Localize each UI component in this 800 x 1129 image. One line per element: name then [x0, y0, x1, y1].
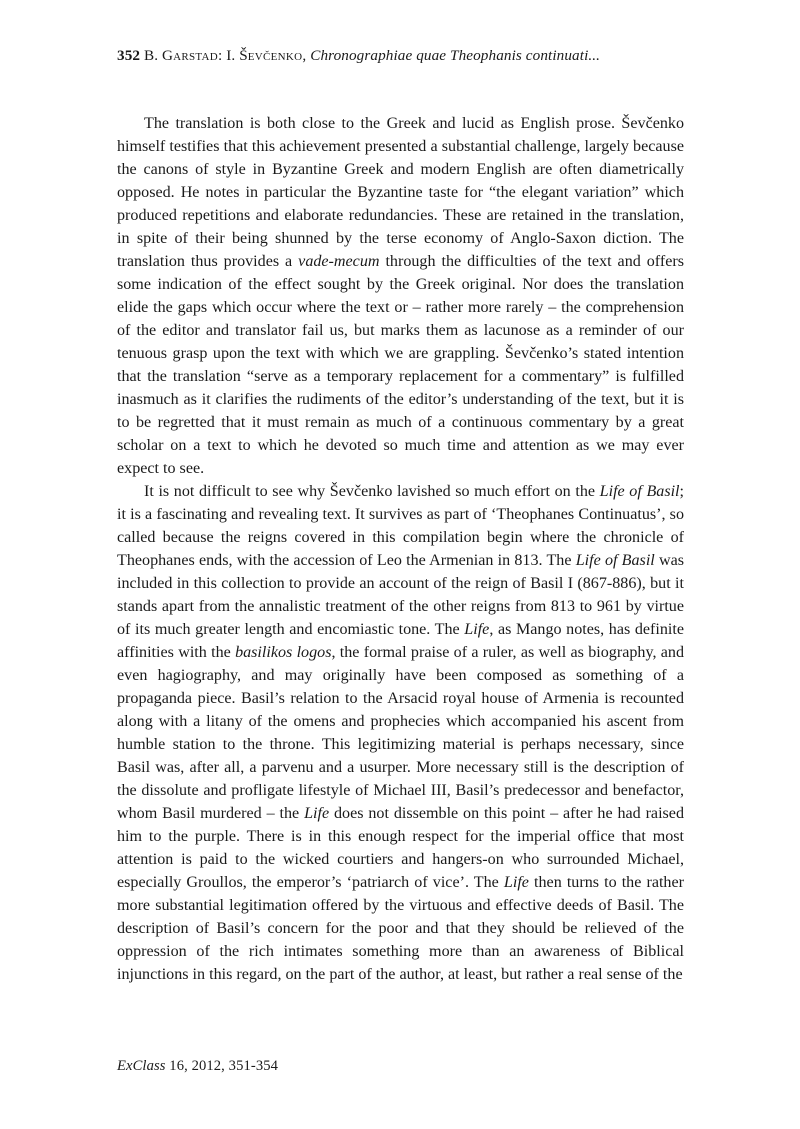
- colophon-citation: 16, 2012, 351-354: [165, 1058, 279, 1074]
- italic-run: Life: [304, 805, 330, 822]
- colophon-journal-name: ExClass: [117, 1058, 166, 1074]
- running-head: [117, 46, 683, 66]
- italic-run: Life: [464, 621, 490, 638]
- italic-run: basilikos logos: [235, 644, 332, 661]
- running-head-comma: ,: [302, 47, 307, 64]
- running-head-separator: : I. Š: [218, 47, 248, 64]
- italic-run: Life of Basil: [599, 483, 680, 500]
- running-head-author-name: arstad: [173, 47, 219, 64]
- paragraph-2: It is not difficult to see why Ševčenko lavished so much effort on the Life of Basil; it is a fascinating and revealing text. It survives as part of ‘Theophanes Continuatus’, so called because the reigns covered in this compilation begin where the chronicle of Theophanes ends, with the accession of Leo the Armenian in 813. The Life of Basil was included in this collection to provide an account of the reign of Basil I (867-886), but it stands apart from the annalistic treatment of the other reigns from 813 to 961 by virtue of its much greater length and encomiastic tone. The Life, as Mango notes, has definite affinities with the basilikos logos, the formal praise of a ruler, as well as biography, and even hagiography, and may originally have been composed as something of a propaganda piece. Basil’s relation to the Arsacid royal house of Armenia is recounted along with a litany of the omens and prophecies which accompanied his ascent from humble station to the throne. This legitimizing material is perhaps necessary, since Basil was, after all, a parvenu and a usurper. More necessary still is the description of the dissolute and profligate lifestyle of Michael III, Basil’s predecessor and benefactor, whom Basil murdered – the Life does not dissemble on this point – after he had raised him to the purple. There is in this enough respect for the imperial office that most attention is paid to the wicked courtiers and hangers-on who surrounded Michael, especially Groullos, the emperor’s ‘patriarch of vice’. The Life then turns to the rather more substantial legitimation offered by the virtuous and effective deeds of Basil. The description of Basil’s concern for the poor and that they should be relieved of the oppression of the rich intimates something more than an awareness of Biblical injunctions in this regard, on the part of the author, at least, but rather a real sense of the: [117, 483, 685, 983]
- italic-run: Life of Basil: [575, 552, 655, 569]
- italic-run: vade-mecum: [298, 253, 380, 270]
- running-head-work-title: Chronographiae quae Theophanis continuati...: [310, 47, 601, 64]
- colophon: [117, 1057, 278, 1076]
- body-text-block: [117, 112, 684, 986]
- running-head-reviewed-author: evčenko: [247, 47, 303, 64]
- running-head-page-number: 352: [117, 47, 141, 64]
- italic-run: Life: [503, 874, 529, 891]
- running-head-author-initial: B. G: [144, 47, 174, 64]
- paragraph-1: The translation is both close to the Greek and lucid as English prose. Ševčenko himself testifies that this achievement presented a substantial challenge, largely because the canons of style in Byzantine Greek and modern English are often diametrically opposed. He notes in particular the Byzantine taste for “the elegant variation” which produced repetitions and elaborate redundancies. These are retained in the translation, in spite of their being shunned by the terse economy of Anglo-Saxon diction. The translation thus provides a vade-mecum through the difficulties of the text and offers some indication of the effect sought by the Greek original. Nor does the translation elide the gaps which occur where the text or – rather more rarely – the comprehension of the editor and translator fail us, but marks them as lacunose as a reminder of our tenuous grasp upon the text with which we are grappling. Ševčenko’s stated intention that the translation “serve as a temporary replacement for a commentary” is fulfilled inasmuch as it clarifies the rudiments of the editor’s understanding of the text, but it is to be regretted that it must remain as much of a continuous commentary by a great scholar on a text to which he devoted so much time and attention as we may ever expect to see.: [117, 115, 684, 477]
